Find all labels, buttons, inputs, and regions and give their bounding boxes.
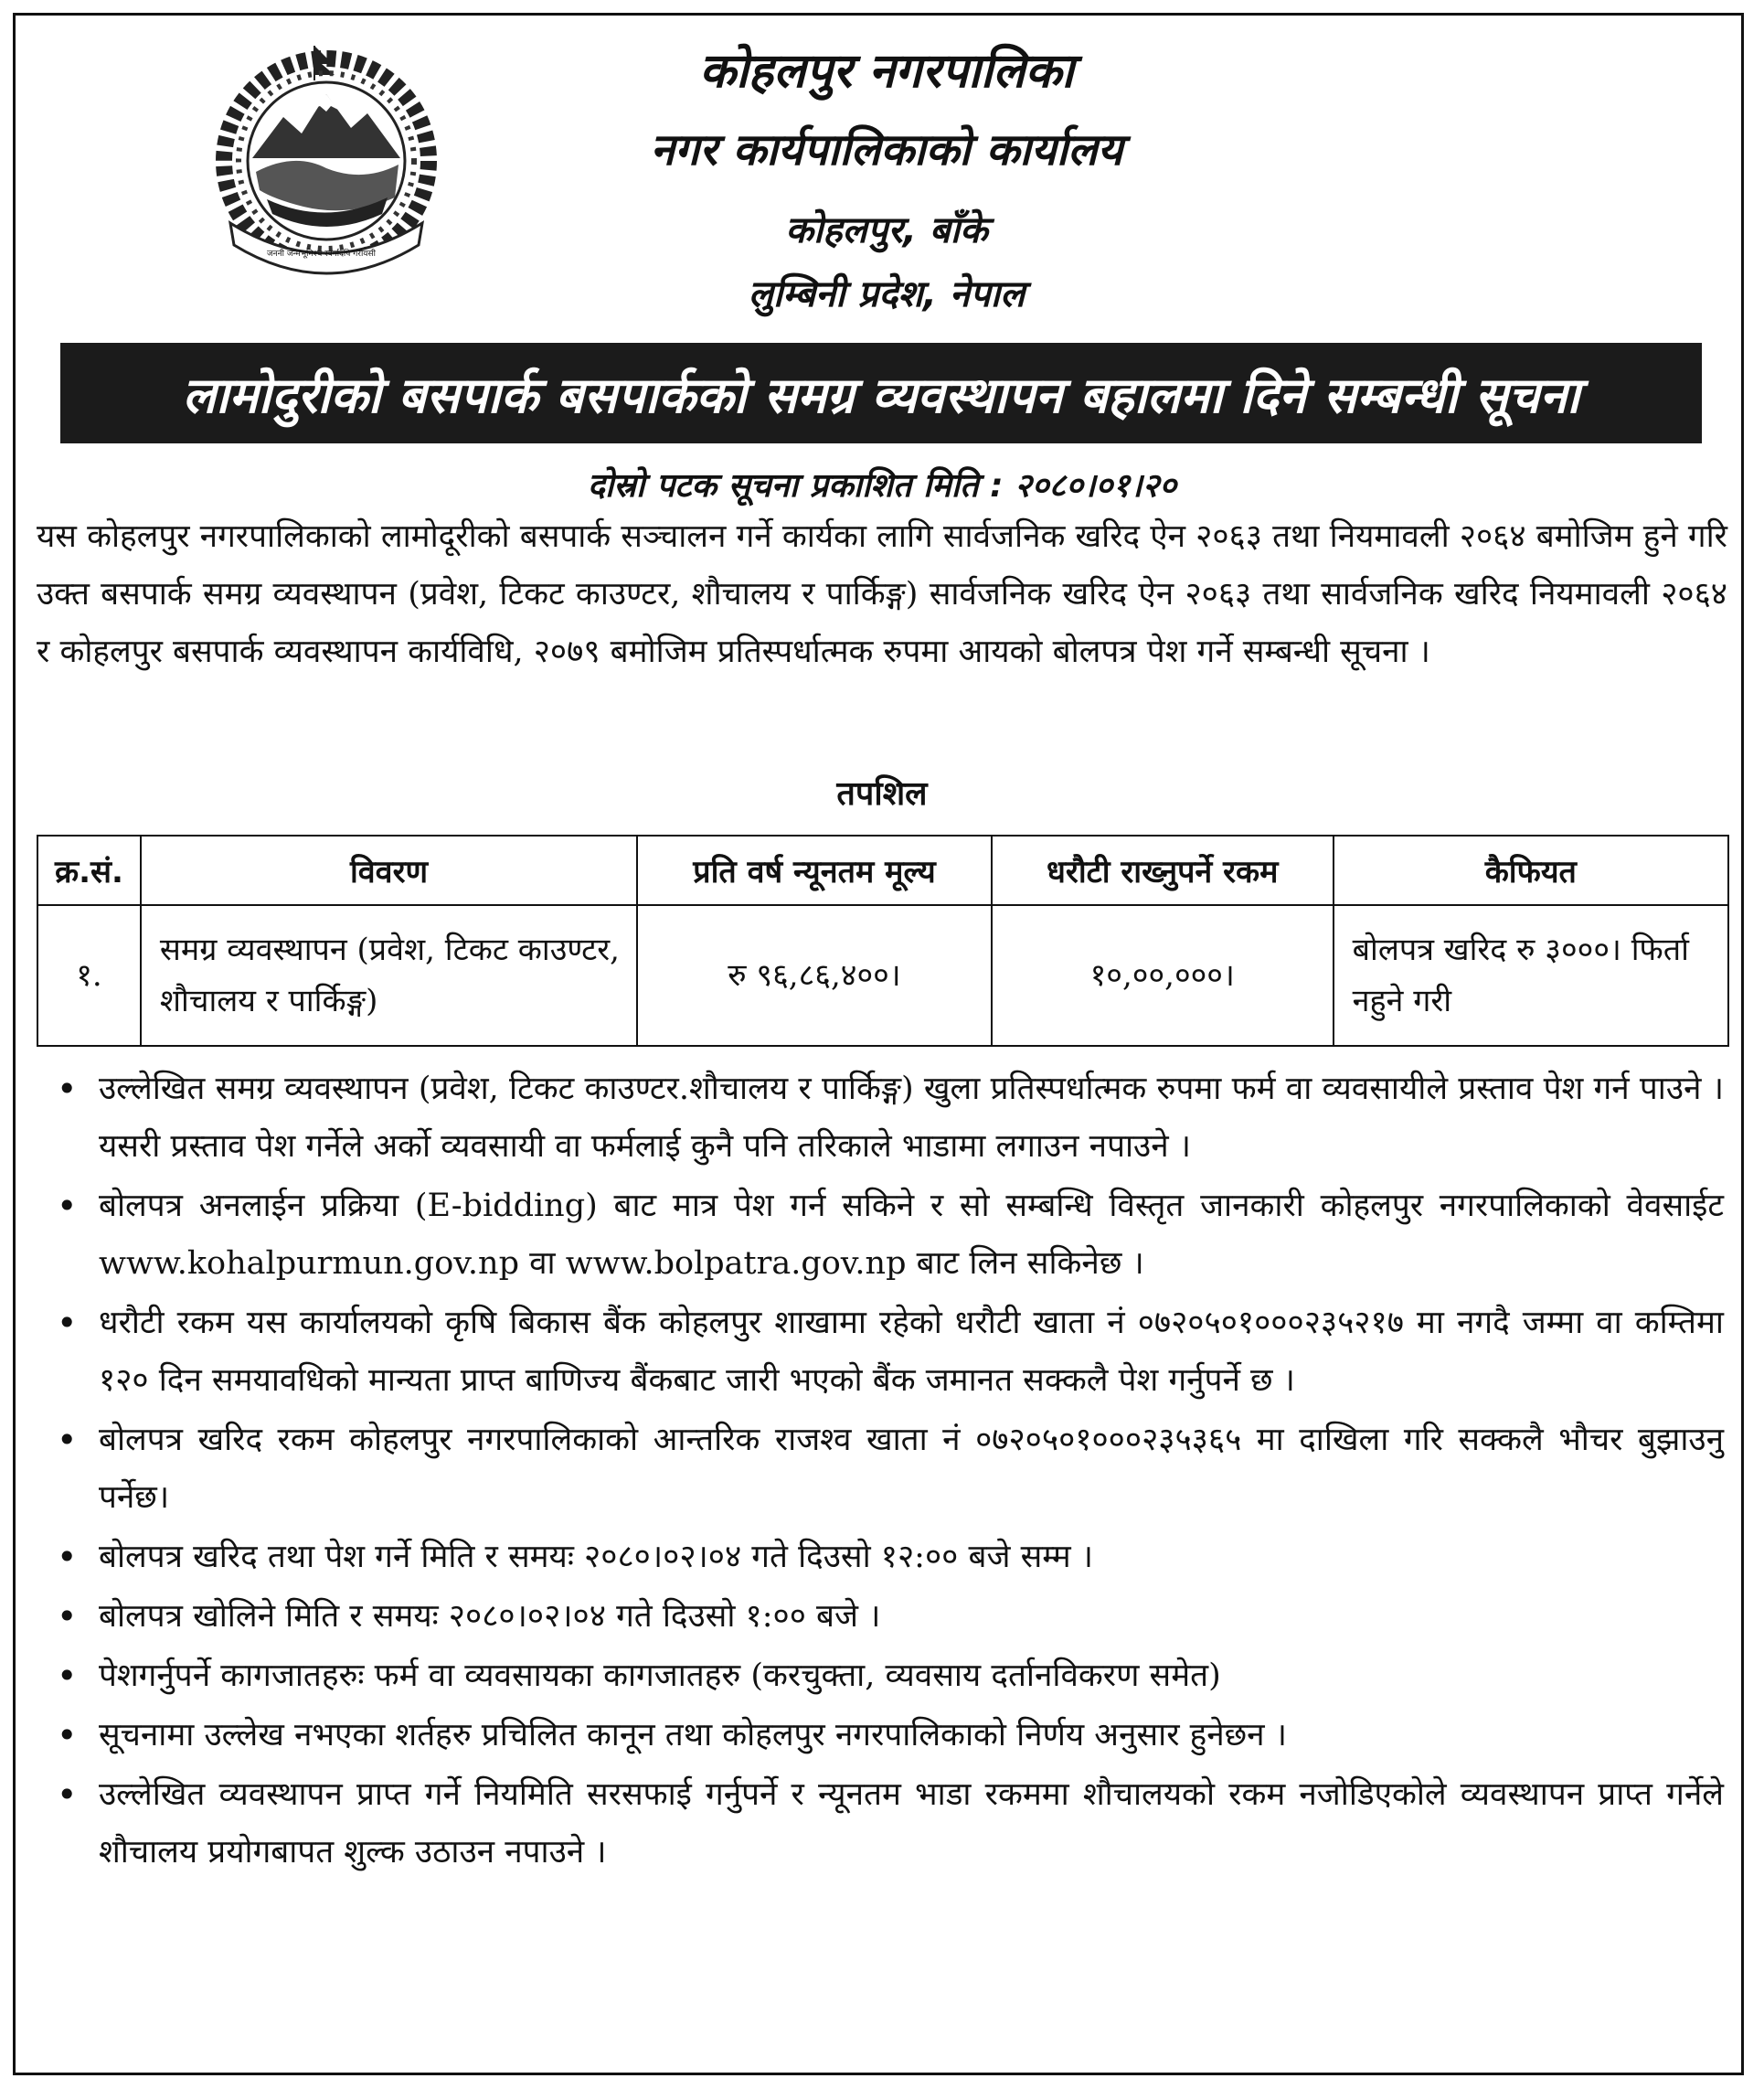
table-row	[37, 905, 1728, 1046]
list-item	[51, 1588, 1724, 1646]
office-location: कोहलपुर, बाँके	[785, 209, 988, 251]
condition-text: उल्लेखित समग्र व्यवस्थापन (प्रवेश, टिकट काउण्टर.शौचालय र पार्किङ्ग) खुला प्रतिस्पर्धात्मक रुपमा फर्म वा व्यवसायीले प्रस्ताव पेश गर्न पाउने । यसरी प्रस्ताव पेश गर्नेले अर्को व्यवसायी वा फर्मलाई कुनै पनि तरिकाले भाडामा लगाउन नपाउने ।	[99, 1071, 1724, 1165]
bullet-icon: •	[57, 1186, 78, 1226]
list-item	[51, 1529, 1724, 1586]
list-item	[51, 1766, 1724, 1881]
bullet-icon: •	[57, 1303, 78, 1343]
list-item	[51, 1178, 1724, 1293]
condition-text: बोलपत्र खरिद रकम कोहलपुर नगरपालिकाको आन्तरिक राजश्व खाता नं ०७२०५०१०००२३५३६५ मा दाखिला गरि सक्कलै भौचर बुझाउनु पर्नेछ।	[99, 1422, 1724, 1516]
list-item	[51, 1412, 1724, 1527]
municipality-name: कोहलपुर नगरपालिका	[699, 44, 1074, 99]
second-publication-date: दोस्रो पटक सूचना प्रकाशित मिति : २०८०।०१।२०	[587, 467, 1177, 505]
office-name: नगर कार्यपालिकाको कार्यालय	[650, 124, 1123, 176]
col-header-serial: क्र.सं.	[37, 836, 141, 905]
list-item	[51, 1647, 1724, 1705]
condition-text: बोलपत्र खोलिने मिति र समयः २०८०।०२।०४ गते दिउसो १:०० बजे ।	[99, 1598, 881, 1635]
col-header-description: विवरण	[141, 836, 637, 905]
nepal-emblem-icon	[212, 44, 441, 283]
bullet-icon: •	[57, 1596, 78, 1636]
province-country: लुम्बिनी प्रदेश, नेपाल	[748, 273, 1025, 315]
bullet-icon: •	[57, 1537, 78, 1577]
bullet-icon: •	[57, 1656, 78, 1696]
cell-min-annual-price: रु ९६,८६,४००।	[637, 905, 992, 1046]
list-item	[51, 1295, 1724, 1410]
col-header-deposit-amount: धरौटी राख्नुपर्ने रकम	[992, 836, 1334, 905]
bid-details-table	[37, 835, 1729, 1047]
cell-remarks: बोलपत्र खरिद रु ३०००। फिर्ता नहुने गरी	[1334, 905, 1728, 1046]
schedule-heading: तपशिल	[836, 775, 928, 813]
cell-description: समग्र व्यवस्थापन (प्रवेश, टिकट काउण्टर, शौचालय र पार्किङ्ग)	[141, 905, 637, 1046]
table-header-row	[37, 836, 1728, 905]
intro-paragraph: यस कोहलपुर नगरपालिकाको लामोदूरीको बसपार्क सञ्चालन गर्ने कार्यका लागि सार्वजनिक खरिद ऐन २०६३ तथा नियमावली २०६४ बमोजिम हुने गरि उक्त बसपार्क समग्र व्यवस्थापन (प्रवेश, टिकट काउण्टर, शौचालय र पार्किङ्ग) सार्वजनिक खरिद ऐन २०६३ तथा सार्वजनिक खरिद नियमावली २०६४ र कोहलपुर बसपार्क व्यवस्थापन कार्यविधि, २०७९ बमोजिम प्रतिस्पर्धात्मक रुपमा आयको बोलपत्र पेश गर्ने सम्बन्धी सूचना ।	[37, 518, 1727, 670]
list-item	[51, 1060, 1724, 1176]
notice-title-banner	[60, 343, 1702, 443]
condition-text: धरौटी रकम यस कार्यालयको कृषि बिकास बैंक कोहलपुर शाखामा रहेको धरौटी खाता नं ०७२०५०१०००२३५२१७ मा नगदै जम्मा वा कम्तिमा १२० दिन समयावधिको मान्यता प्राप्त बाणिज्य बैंकबाट जारी भएको बैंक जमानत सक्कलै पेश गर्नुपर्ने छ ।	[99, 1305, 1724, 1399]
condition-text: उल्लेखित व्यवस्थापन प्राप्त गर्ने नियमिति सरसफाई गर्नुपर्ने र न्यूनतम भाडा रकममा शौचालयको रकम नजोडिएकोले व्यवस्थापन प्राप्त गर्नेले शौचालय प्रयोगबापत शुल्क उठाउन नपाउने ।	[99, 1776, 1724, 1871]
condition-text: पेशगर्नुपर्ने कागजातहरुः फर्म वा व्यवसायका कागजातहरु (करचुक्ता, व्यवसाय दर्तानविकरण समेत)	[99, 1657, 1221, 1694]
bullet-icon: •	[57, 1715, 78, 1755]
col-header-remarks: कैफियत	[1334, 836, 1728, 905]
col-header-min-annual-price: प्रति वर्ष न्यूनतम मूल्य	[637, 836, 992, 905]
bullet-icon: •	[57, 1420, 78, 1460]
condition-text: बोलपत्र अनलाईन प्रक्रिया (E-bidding) बाट मात्र पेश गर्न सकिने र सो सम्बन्धि विस्तृत जानकारी कोहलपुर नगरपालिकाको वेवसाईट www.kohalpurmun.gov.np वा www.bolpatra.gov.np बाट लिन सकिनेछ ।	[99, 1188, 1724, 1282]
emblem-motto: जननी जन्मभूमिश्च स्वर्गादपि गरीयसी	[267, 250, 376, 259]
condition-text: सूचनामा उल्लेख नभएका शर्तहरु प्रचिलित कानून तथा कोहलपुर नगरपालिकाको निर्णय अनुसार हुनेछन ।	[99, 1717, 1287, 1753]
cell-deposit-amount: १०,००,०००।	[992, 905, 1334, 1046]
list-item	[51, 1707, 1724, 1764]
conditions-list	[51, 1060, 1724, 1883]
cell-serial: १.	[37, 905, 141, 1046]
bullet-icon: •	[57, 1775, 78, 1815]
notice-title: लामोदुरीको बसपार्क बसपार्कको समग्र व्यवस्थापन बहालमा दिने सम्बन्धी सूचना	[182, 367, 1580, 424]
bullet-icon: •	[57, 1069, 78, 1109]
condition-text: बोलपत्र खरिद तथा पेश गर्ने मिति र समयः २०८०।०२।०४ गते दिउसो १२:०० बजे सम्म ।	[99, 1539, 1094, 1575]
